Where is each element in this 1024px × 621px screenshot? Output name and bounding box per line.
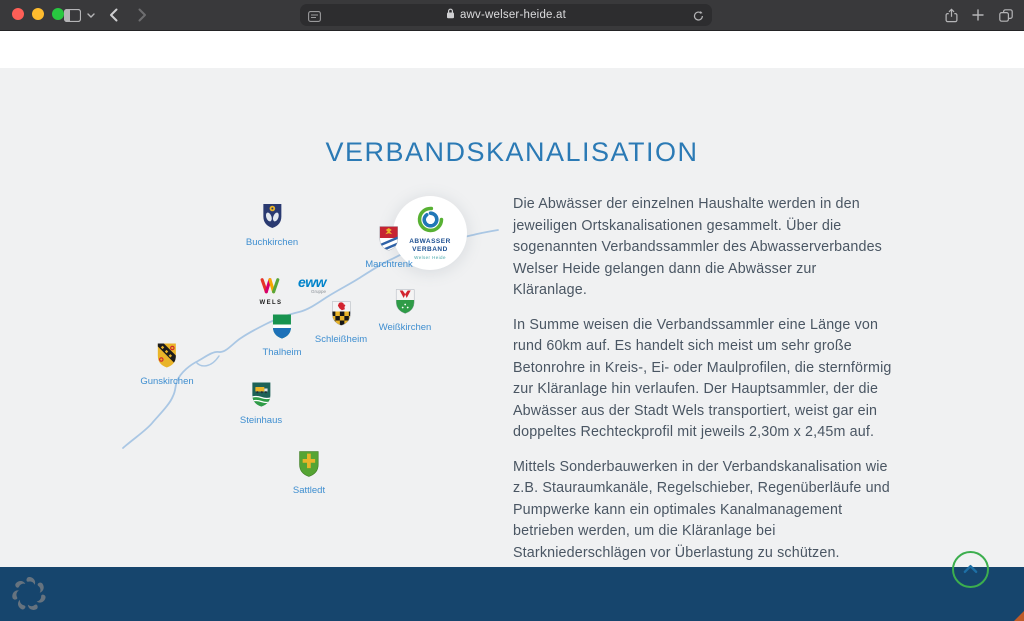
- new-tab-icon[interactable]: [968, 0, 988, 30]
- chevron-up-icon: [963, 562, 978, 577]
- wels-logo: [259, 277, 283, 306]
- map-label-thalheim: Thalheim: [262, 347, 302, 358]
- page-title: VERBANDSKANALISATION: [325, 137, 699, 167]
- map-marker-thalheim: [262, 313, 301, 358]
- tab-overview-icon[interactable]: [995, 0, 1017, 30]
- paragraph-1: Die Abwässer der einzelnen Haushalte werden in den jeweiligen Ortskanalisationen gesammelt. Über die sogenannten Verbandssammler des Abwasserverbandes Welser Heide gelangen dann die Abwässer zur Kläranlage.: [513, 196, 882, 298]
- minimize-button[interactable]: [32, 8, 44, 20]
- awv-title-line1: ABWASSER: [409, 238, 451, 245]
- eww-logo-word: eww: [297, 274, 327, 290]
- lock-icon: [446, 6, 455, 24]
- back-button[interactable]: [104, 0, 122, 30]
- page-settings-icon[interactable]: [308, 9, 321, 27]
- wels-w-icon: [259, 277, 283, 300]
- map-label-steinhaus: Steinhaus: [239, 415, 283, 426]
- map-marker-marchtrenk: [365, 225, 413, 270]
- map-marker-schleissheim: [315, 300, 367, 345]
- buchkirchen-crest-icon: [262, 202, 283, 235]
- eww-logo-sublabel: Gruppe: [311, 289, 327, 294]
- site-header-area: [0, 31, 1024, 68]
- forward-button[interactable]: [133, 0, 151, 30]
- awv-title-line2: VERBAND: [412, 245, 448, 253]
- map-marker-gunskirchen: [140, 342, 193, 387]
- paragraph-3: Mittels Sonderbauwerken in der Verbandskanalisation wie z.B. Stauraumkanäle, Regelschieber, Regenüberläufe und Pumpwerke kann ein optimales Kanalmanagement betrieben werden, um die Kläranlage bei Starkniederschlägen vor Überlastung zu schützen.: [513, 458, 890, 561]
- address-bar[interactable]: [300, 4, 712, 26]
- sattledt-crest-icon: [298, 450, 320, 483]
- corner-accent: [1014, 611, 1024, 621]
- map-label-sattledt: Sattledt: [292, 485, 326, 496]
- map-marker-sattledt: [293, 450, 325, 496]
- steinhaus-crest-icon: [250, 381, 271, 413]
- scroll-to-top-button[interactable]: [952, 551, 989, 588]
- schleissheim-crest-icon: [331, 300, 352, 332]
- map-marker-buchkirchen: [246, 202, 298, 248]
- map-label-schleissheim: Schleißheim: [314, 334, 368, 345]
- window-controls: [12, 8, 64, 20]
- awv-subtitle: Welser Heide: [414, 255, 446, 260]
- gunskirchen-crest-icon: [157, 342, 178, 374]
- eww-logo: [298, 276, 326, 294]
- reload-icon[interactable]: [693, 9, 704, 27]
- map-label-weisskirchen: Weißkirchen: [378, 322, 432, 333]
- map-marker-weisskirchen: [379, 288, 432, 333]
- close-button[interactable]: [12, 8, 24, 20]
- site-footer: [0, 567, 1024, 621]
- chevron-down-icon[interactable]: [85, 0, 97, 30]
- browser-toolbar: [0, 0, 1024, 31]
- map-label-gunskirchen: Gunskirchen: [140, 376, 194, 387]
- awv-swirl-icon: [417, 206, 444, 238]
- map-marker-steinhaus: [240, 381, 282, 426]
- url-text[interactable]: awv-welser-heide.at: [459, 9, 567, 21]
- weisskirchen-crest-icon: [395, 288, 416, 320]
- marchtrenk-crest-icon: [378, 225, 399, 257]
- paragraph-2: In Summe weisen die Verbandssammler eine Länge von rund 60km auf. Es handelt sich meist um sehr große Betonrohre in Kreis-, Ei- oder Maulprofilen, die sternförmig zur Kläranlage hin verlaufen. Der Hauptsammler, der die Abwässer aus der Stadt Wels transportiert, weist gar ein doppeltes Rechteckprofil mit jeweils 2,30m x 2,45m auf.: [513, 316, 892, 440]
- map-label-marchtrenk: Marchtrenk: [365, 259, 413, 270]
- article-text: [513, 194, 892, 577]
- share-icon[interactable]: [941, 0, 961, 30]
- sidebar-icon[interactable]: [60, 0, 84, 30]
- footer-swirl-logo-icon: [9, 574, 49, 619]
- thalheim-crest-icon: [271, 313, 292, 345]
- wels-logo-label: WELS: [259, 300, 283, 306]
- map-label-buchkirchen: Buchkirchen: [245, 237, 299, 248]
